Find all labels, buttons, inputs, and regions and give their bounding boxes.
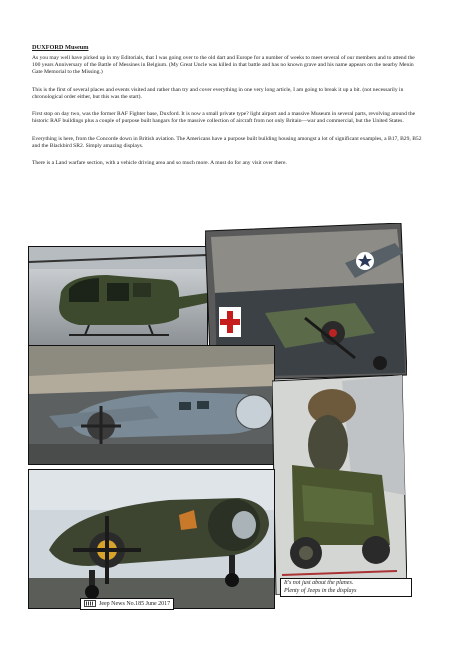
paragraph-collection: Everything is here, from the Concorde down in British aviation. The Americans have a purpose built building housing amongst a lot of significant examples, a B17, B29, B52 and the Blackbird SR2. Simply amazing displays. <box>32 136 422 150</box>
jeeps-caption-line-1: It's not just about the planes. <box>284 580 354 586</box>
issue-caption <box>80 598 174 610</box>
article-title: DUXFORD Museum <box>32 44 89 51</box>
paragraph-land-warfare: There is a Land warfare section, with a vehicle driving area and so much more. A must do for any visit over there. <box>32 160 287 166</box>
helicopter-photo <box>28 246 208 348</box>
jeeps-caption-line-2: Plenty of Jeeps in the displays <box>284 587 357 594</box>
paragraph-intro: As you may well have picked up in my Editorials, that I was going over to the old dart and Europe for a number of weeks to meet several of our members and to attend the 100 years Anniversary of the Battle of Messines in Belgium. (My Great Uncle was killed in that battle and has no known grave and his name appears on the nearby Menin Gate Memorial to the Missing.) <box>32 55 415 76</box>
paragraph-structure: This is the first of several places and events visited and rather than try and cover everything in one very long article, I am going to break it up a bit. (not necessarily in chronological order either, but this was the start). <box>32 87 404 101</box>
issue-caption-text: Jeep News No.185 June 2017 <box>99 600 171 607</box>
b17-hangar-photo <box>28 345 275 465</box>
paragraph-duxford: First stop on day two, was the former RAF Fighter base, Duxford. It is now a small private type? light airport and a massive Museum in several parts, revolving around the historic RAF buildings plus a couple of purpose built hangars for the massive collection of aircraft from not only Britain—war and commercial, but the United States. <box>32 111 416 125</box>
jeep-grille-icon <box>84 600 96 607</box>
jeeps-caption <box>280 578 412 597</box>
b17-outdoor-photo <box>28 469 275 609</box>
jeep-photo <box>272 375 407 595</box>
